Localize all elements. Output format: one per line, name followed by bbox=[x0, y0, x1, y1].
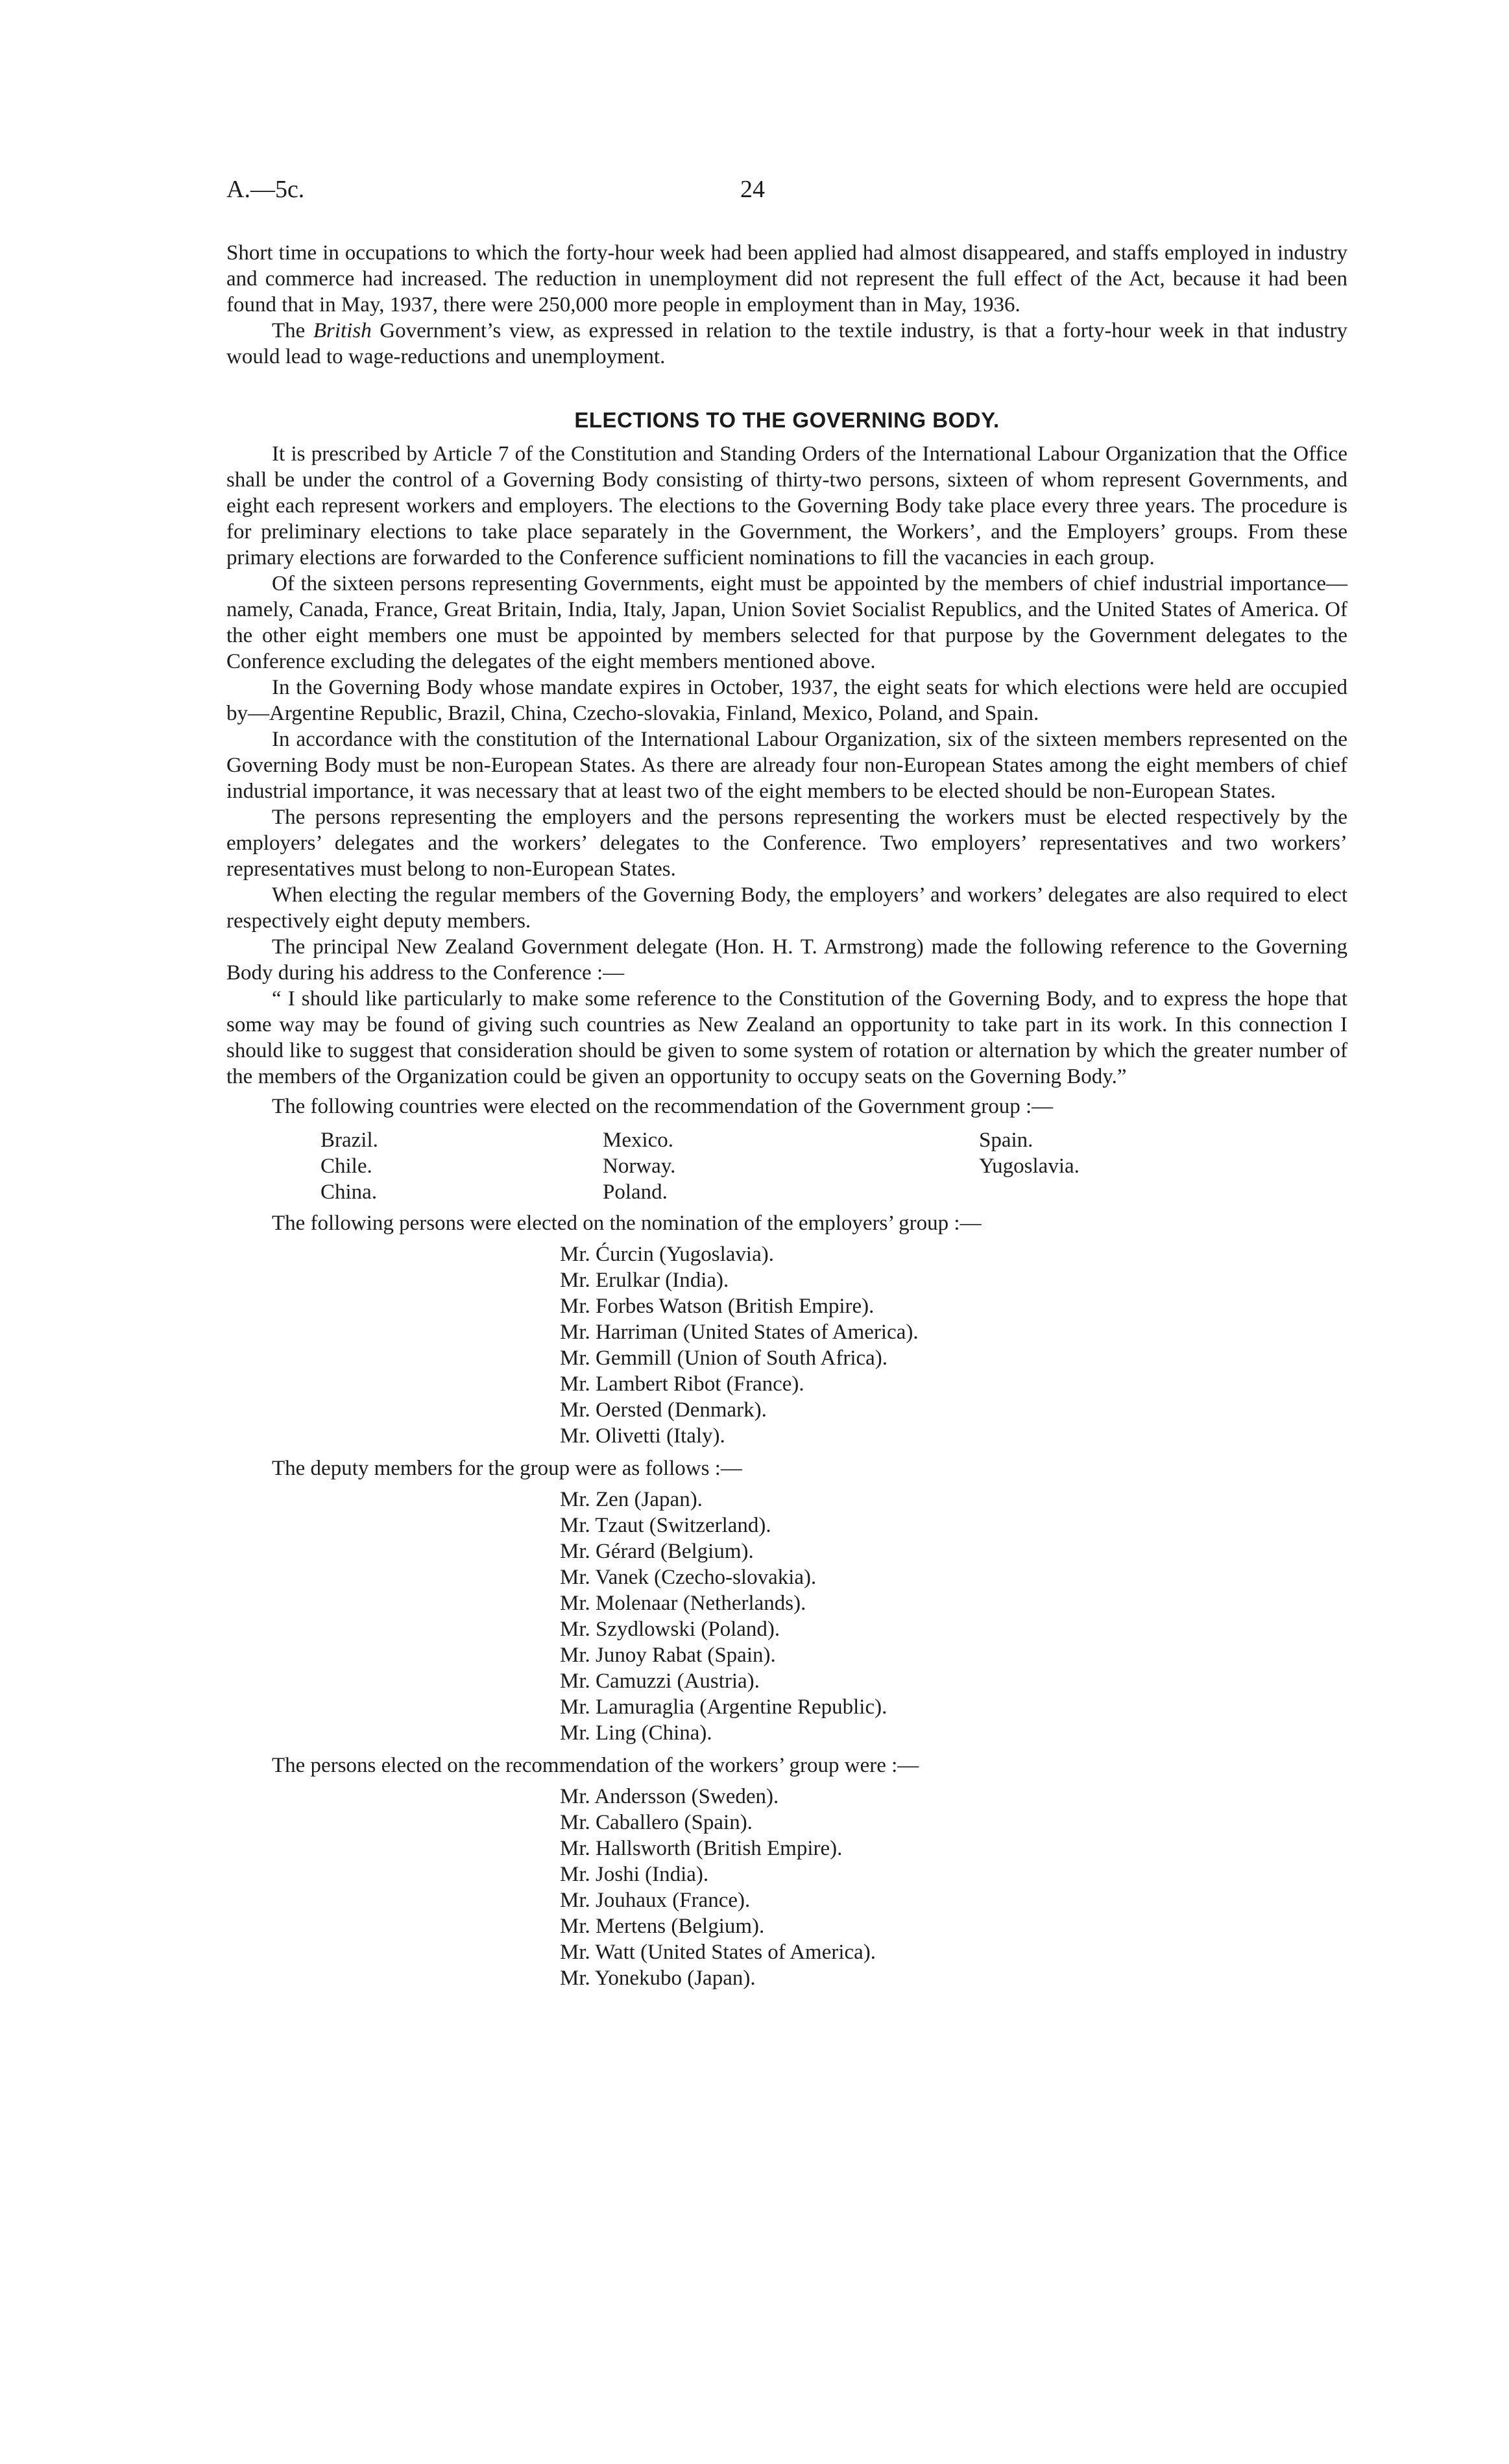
list-item: Mr. Harriman (United States of America). bbox=[560, 1321, 919, 1344]
deputies-list bbox=[560, 1487, 1347, 1746]
government-intro: The following countries were elected on the recommendation of the Government group :— bbox=[272, 1095, 1054, 1118]
list-item: Mr. Molenaar (Netherlands). bbox=[560, 1592, 806, 1615]
list-item: Mr. Erulkar (India). bbox=[560, 1269, 729, 1292]
list-item: Mr. Szydlowski (Poland). bbox=[560, 1618, 780, 1641]
list-item: Mr. Zen (Japan). bbox=[560, 1488, 703, 1511]
list-item: Mr. Caballero (Spain). bbox=[560, 1811, 753, 1834]
paragraph: The principal New Zealand Government delegate (Hon. H. T. Armstrong) made the following reference to the Governing Body during his address to the Conference :— bbox=[226, 935, 1347, 985]
list-item: Mr. Joshi (India). bbox=[560, 1863, 709, 1886]
quote: “ I should like particularly to make some reference to the Constitution of the Governing Body, and to express the hope that some way may be found of giving such countries as New Zealand an opportunity to take part in its work. In this connection I should like to suggest that consideration should be given to some system of rotation or alternation by which the greater number of the members of the Organization could be given an opportunity to occupy seats on the Governing Body.” bbox=[226, 987, 1347, 1088]
country-item: Mexico. bbox=[603, 1129, 674, 1152]
list-item: Mr. Hallsworth (British Empire). bbox=[560, 1837, 843, 1860]
country-item: Yugoslavia. bbox=[979, 1154, 1080, 1178]
list-item: Mr. Tzaut (Switzerland). bbox=[560, 1514, 771, 1537]
list-item: Mr. Jouhaux (France). bbox=[560, 1889, 751, 1912]
list-item: Mr. Ling (China). bbox=[560, 1721, 712, 1745]
paragraph: The persons representing the employers and the persons representing the workers must be elected respectively by the employers’ delegates and the workers’ delegates to the Conference. Two employers’ representatives and two workers’ representatives must belong to non-European States. bbox=[226, 806, 1347, 881]
paragraph: In the Governing Body whose mandate expires in October, 1937, the eight seats for which elections were held are occupied by—Argentine Republic, Brazil, China, Czecho-slovakia, Finland, Mexico, Poland, and Spain. bbox=[226, 676, 1347, 725]
list-item: Mr. Lambert Ribot (France). bbox=[560, 1372, 804, 1396]
page-number: 24 bbox=[740, 176, 765, 203]
section-title: ELECTIONS TO THE GOVERNING BODY. bbox=[574, 408, 1000, 432]
list-item: Mr. Mertens (Belgium). bbox=[560, 1915, 765, 1938]
country-item: Chile. bbox=[320, 1154, 372, 1178]
country-column bbox=[603, 1127, 979, 1205]
list-item: Mr. Watt (United States of America). bbox=[560, 1941, 876, 1964]
list-item: Mr. Andersson (Sweden). bbox=[560, 1785, 779, 1808]
list-item: Mr. Yonekubo (Japan). bbox=[560, 1967, 756, 1990]
paragraph: It is prescribed by Article 7 of the Constitution and Standing Orders of the International Labour Organization that the Office shall be under the control of a Governing Body consisting of thirty-two persons, sixteen of whom represent Governments, and eight each represent workers and employers. The elections to the Governing Body take place every three years. The procedure is for preliminary elections to take place separately in the Government, the Workers’, and the Employers’ groups. From these primary elections are forwarded to the Conference sufficient nominations to fill the vacancies in each group. bbox=[226, 442, 1347, 569]
employers-intro: The following persons were elected on the nomination of the employers’ group :— bbox=[272, 1212, 982, 1235]
workers-list bbox=[560, 1784, 1347, 1991]
list-item: Mr. Junoy Rabat (Spain). bbox=[560, 1644, 776, 1667]
list-item: Mr. Oersted (Denmark). bbox=[560, 1398, 767, 1422]
country-column bbox=[320, 1127, 603, 1205]
list-item: Mr. Lamuraglia (Argentine Republic). bbox=[560, 1695, 887, 1719]
paragraph: When electing the regular members of the Governing Body, the employers’ and workers’ delegates are also required to elect respectively eight deputy members. bbox=[226, 883, 1347, 933]
government-countries-table bbox=[320, 1127, 1347, 1205]
country-item: Spain. bbox=[979, 1129, 1033, 1152]
paragraph: In accordance with the constitution of the International Labour Organization, six of the sixteen members represented on the Governing Body must be non-European States. As there are already four non-European States among the eight members of chief industrial importance, it was necessary that at least two of the eight members to be elected should be non-European States. bbox=[226, 728, 1347, 803]
country-item: Norway. bbox=[603, 1154, 676, 1178]
paragraph-british-view: The British Government’s view, as expressed in relation to the textile industry, is that a forty-hour week in that industry would lead to wage-reductions and unemployment. bbox=[226, 319, 1347, 368]
paragraph: Of the sixteen persons representing Governments, eight must be appointed by the members of chief industrial importance—namely, Canada, France, Great Britain, India, Italy, Japan, Union Soviet Socialist Republics, and the United States of America. Of the other eight members one must be appointed by members selected for that purpose by the Government delegates to the Conference excluding the delegates of the eight members mentioned above. bbox=[226, 572, 1347, 673]
list-item: Mr. Camuzzi (Austria). bbox=[560, 1669, 760, 1693]
list-item: Mr. Olivetti (Italy). bbox=[560, 1424, 725, 1448]
employers-list bbox=[560, 1241, 1347, 1449]
document-body bbox=[226, 240, 1347, 1998]
list-item: Mr. Gemmill (Union of South Africa). bbox=[560, 1346, 888, 1370]
list-item: Mr. Gérard (Belgium). bbox=[560, 1540, 754, 1563]
list-item: Mr. Forbes Watson (British Empire). bbox=[560, 1295, 875, 1318]
country-item: Poland. bbox=[603, 1180, 668, 1204]
country-item: Brazil. bbox=[320, 1129, 378, 1152]
country-column bbox=[979, 1127, 1303, 1205]
country-item: China. bbox=[320, 1180, 378, 1204]
list-item: Mr. Ćurcin (Yugoslavia). bbox=[560, 1243, 774, 1266]
italic-word: British bbox=[313, 319, 372, 342]
deputies-intro: The deputy members for the group were as follows :— bbox=[272, 1457, 742, 1480]
document-reference: A.—5c. bbox=[226, 176, 305, 203]
workers-intro: The persons elected on the recommendation of the workers’ group were :— bbox=[272, 1754, 919, 1777]
list-item: Mr. Vanek (Czecho-slovakia). bbox=[560, 1566, 817, 1589]
paragraph: Short time in occupations to which the forty-hour week had been applied had almost disappeared, and staffs employed in industry and commerce had increased. The reduction in unemployment did not represent the full effect of the Act, because it had been found that in May, 1937, there were 250,000 more people in employment than in May, 1936. bbox=[226, 241, 1347, 317]
